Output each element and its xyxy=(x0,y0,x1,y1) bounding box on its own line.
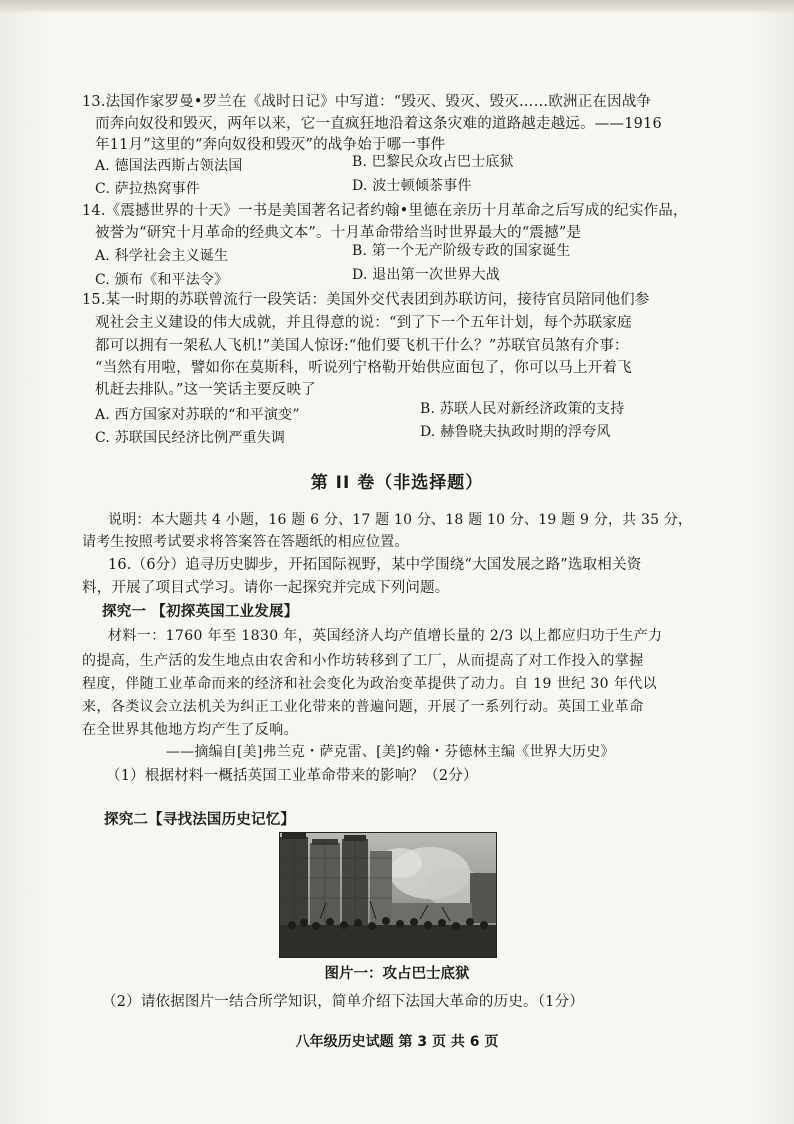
explore2-heading: 探究二【寻找法国历史记忆】 xyxy=(104,812,296,828)
q13-line3: 年11月”这里的“奔向奴役和毁灭”的战争始于哪一事件 xyxy=(95,137,446,153)
q14-line2: 被誉为“研究十月革命的经典文本”。十月革命带给当时世界最大的“震撼”是 xyxy=(95,225,582,241)
material1-line2: 的提高，生产活的发生地点由农舍和小作坊转移到了工厂，从而提高了对工作投入的掌握 xyxy=(82,653,644,669)
image-caption: 图片一：攻占巴士底狱 xyxy=(324,966,470,982)
material1-line3: 程度，伴随工业革命而来的经济和社会变化为政治变革提供了动力。自 19 世纪 30 年代以 xyxy=(82,676,658,692)
material1-source: ——摘编自[美]弗兰克・萨克雷、[美]约翰・芬德林主编《世界大历史》 xyxy=(166,744,615,760)
bastille-engraving-image xyxy=(279,832,497,958)
q15-line5: 机赶去排队。”这一笑话主要反映了 xyxy=(95,382,316,398)
q14-option-d: D. 退出第一次世界大战 xyxy=(352,267,501,283)
q14-option-c: C. 颁布《和平法令》 xyxy=(95,272,229,288)
q15-line3: 都可以拥有一架私人飞机!”美国人惊讶:“他们要飞机干什么？”苏联官员煞有介事： xyxy=(95,338,629,354)
q15-option-b: B. 苏联人民对新经济政策的支持 xyxy=(420,401,625,417)
q14-option-b: B. 第一个无产阶级专政的国家诞生 xyxy=(352,243,571,259)
section-note-line1: 说明：本大题共 4 小题，16 题 6 分、17 题 10 分、18 题 10 分、19 题 9 分，共 35 分， xyxy=(108,512,693,528)
q13-line2: 而奔向奴役和毁灭，两年以来，它一直疯狂地沿着这条灾难的道路越走越远。——1916 xyxy=(95,116,662,132)
q15-line4: “当然有用啦，譬如你在莫斯科，听说列宁格勒开始供应面包了，你可以马上开着飞 xyxy=(95,360,632,376)
q15-option-a: A. 西方国家对苏联的“和平演变” xyxy=(95,407,300,423)
section-title: 第 II 卷（非选择题） xyxy=(310,473,484,493)
q14-line1: 14.《震撼世界的十天》一书是美国著名记者约翰•里德在亲历十月革命之后写成的纪实作品， xyxy=(82,203,688,219)
material1-line4: 来，各类议会立法机关为纠正工业化带来的普遍问题，开展了一系列行动。英国工业革命 xyxy=(82,699,644,715)
explore1-heading: 探究一 【初探英国工业发展】 xyxy=(102,604,299,620)
page-footer: 八年级历史试题 第 3 页 共 6 页 xyxy=(295,1034,499,1050)
q16-line1: 16.（6分）追寻历史脚步，开拓国际视野，某中学围绕“大国发展之路”选取相关资 xyxy=(108,557,642,573)
q15-option-d: D. 赫鲁晓夫执政时期的浮夸风 xyxy=(420,424,611,440)
q13-line1: 13.法国作家罗曼•罗兰在《战时日记》中写道：“毁灭、毁灭、毁灭……欧洲正在因战争 xyxy=(82,94,652,110)
q13-option-d: D. 波士顿倾茶事件 xyxy=(352,178,472,194)
scan-edge xyxy=(0,0,794,14)
section-note-line2: 请考生按照考试要求将答案答在答题纸的相应位置。 xyxy=(82,534,409,550)
q13-option-b: B. 巴黎民众攻占巴士底狱 xyxy=(352,154,514,170)
material1-line5: 在全世界其他地方均产生了反响。 xyxy=(82,722,298,738)
q15-line2: 观社会主义建设的伟大成就，并且得意的说：“到了下一个五年计划，每个苏联家庭 xyxy=(95,315,632,331)
material1-line1: 材料一：1760 年至 1830 年，英国经济人均产值增长量的 2/3 以上都应归功于生产力 xyxy=(108,628,663,644)
q13-option-a: A. 德国法西斯占领法国 xyxy=(95,158,243,174)
q14-option-a: A. 科学社会主义诞生 xyxy=(95,248,229,264)
q15-option-c: C. 苏联国民经济比例严重失调 xyxy=(95,430,286,446)
q15-line1: 15.某一时期的苏联曾流行一段笑话：美国外交代表团到苏联访问，接待官员陪同他们参 xyxy=(82,292,650,308)
sub-question-1: （1）根据材料一概括英国工业革命带来的影响？（2分） xyxy=(106,768,478,784)
q13-option-c: C. 萨拉热窝事件 xyxy=(95,181,200,197)
sub-question-2: （2）请依据图片一结合所学知识，简单介绍下法国大革命的历史。（1分） xyxy=(102,994,584,1010)
q16-line2: 料，开展了项目式学习。请你一起探究并完成下列问题。 xyxy=(82,580,450,596)
